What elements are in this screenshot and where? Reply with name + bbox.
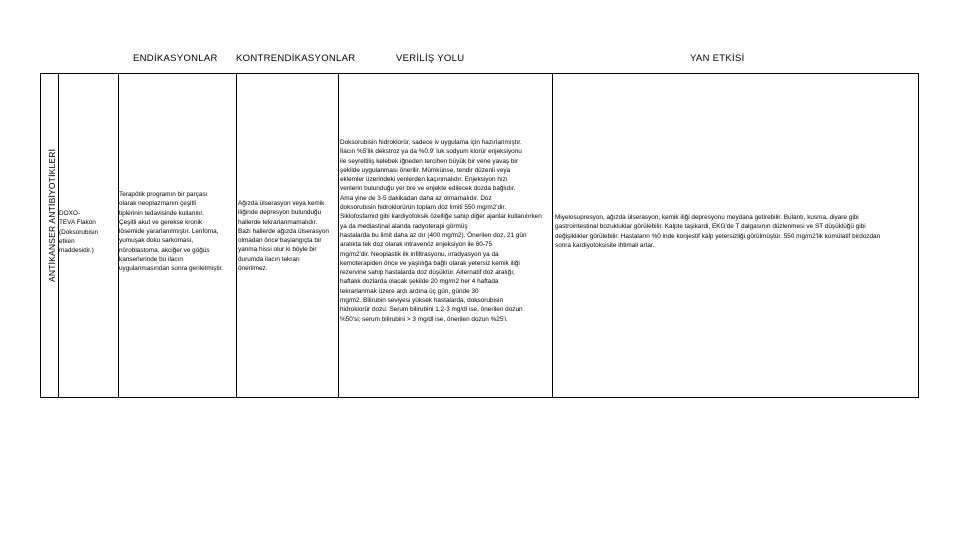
- endikasyon-line: yumuşak doku sarkoması,: [119, 237, 194, 245]
- kontrendikasyon-line: önerilmez.: [238, 265, 268, 273]
- kontrendikasyon-line: Bazı hallerde ağızda ülserasyon: [238, 227, 329, 235]
- verilis-line: haftalık dozlarda olacak şekilde 20 mg/m2 her 4 haftada: [340, 278, 499, 286]
- verilis-line: eklemler üzerindeki venlerden kaçınmalıdır. Enjeksiyon hızı: [340, 176, 508, 184]
- verilis-line: aralıkta tek doz olarak intravenöz enjeksiyon ile 60-75: [340, 241, 493, 249]
- verilis-yolu-cell: [340, 138, 542, 324]
- verilis-line: Doksorubisin hidroklorür, sadece iv uygulama için hazırlanmıştır.: [340, 139, 522, 146]
- yan-etki-line: gastrointestinal bozukluklar görülebilir. Kalpte taşikardi, EKG'de T dalgasının düzlenmesi ve ST düşüklüğü gibi: [555, 223, 866, 231]
- verilis-line: rezervine sahip hastalarda doz düşüktür. Alternatif doz aralığı;: [340, 269, 515, 277]
- column-divider: [338, 73, 339, 398]
- side-label-antikanser: ANTİKANSER ANTİBİYOTİKLERİ: [47, 148, 57, 282]
- table-bottom-border: [40, 397, 919, 398]
- verilis-line: şekilde uygulanması önerilir. Mümkünse, tendir düzenli veya: [340, 166, 511, 174]
- header-endikasyonlar: ENDİKASYONLAR: [133, 53, 218, 64]
- drug-line: (Doksorubisin: [59, 228, 99, 236]
- header-verilis-yolu: VERİLİŞ YOLU: [396, 53, 465, 64]
- verilis-line: ya da mediastinal alanda radyoterapi görmüş: [340, 222, 468, 230]
- kontrendikasyon-line: iliğinde depresyon bulunduğu: [238, 209, 322, 217]
- verilis-line: İlacın %5'lik dekstroz ya da %0.9' luk sodyum klorür enjeksiyonu: [340, 148, 522, 156]
- verilis-line: ile seyreltiliş kelebek iğneden tercihen büyük bir vene yavaş bir: [340, 157, 518, 165]
- endikasyon-line: kanserlerinde bu ilacın: [119, 256, 183, 264]
- verilis-line: Ama yine de 3-5 dakikadan daha az olmamalıdır. Doz: [340, 194, 492, 202]
- kontrendikasyon-line: yanma hissi olur ki böyle bir: [238, 246, 317, 254]
- drug-line: etken: [59, 237, 75, 245]
- endikasyon-line: olarak neoplazmanın çeşitli: [119, 200, 197, 208]
- endikasyon-line: uygulanmasından sonra geriletmiştir.: [119, 265, 224, 273]
- endikasyon-line: Terapötik programın bir parçası: [119, 191, 208, 198]
- yan-etki-cell: [555, 213, 880, 250]
- kontrendikasyon-line: olmadan önce başlangıçta bir: [238, 237, 322, 245]
- verilis-line: %50'si; serum bilirubini > 3 mg/dl ise, önerilen dozun %25'i.: [340, 315, 508, 323]
- drug-line: TEVA Flakon: [59, 219, 96, 227]
- verilis-line: Siklofosfamid gibi kardiyotoksik özelliğe sahip diğer ajanlar kullanılırken: [340, 213, 542, 221]
- verilis-line: hidroklorür dozu: Serum bilirubini 1.2-3 mg/dl ise, önerilen dozun: [340, 306, 523, 314]
- column-divider: [40, 73, 41, 398]
- endikasyon-line: tiplerinin tedavisinde kullanılır.: [119, 209, 204, 217]
- table-top-border: [40, 73, 919, 74]
- yan-etki-line: değişiklikler görülebilir. Hastaların %0 inde konjestif kalp yetersizliği görülmüştür. 550 mg/m2'lik kümülatif birdozdan: [555, 232, 881, 240]
- yan-etki-line: Miyelosupresyon, ağızda ülserasyon, kemik iliği depresyonu meydana getirebilir. Bulantı, kusma, diyare gibi: [555, 214, 859, 221]
- endikasyon-line: Çeşitli akut ve gerekse kronik: [119, 218, 203, 226]
- header-kontrendikasyonlar: KONTRENDİKASYONLAR: [236, 53, 356, 64]
- verilis-line: mg/m2. Bilirubin seviyesi yüksek hastalarda, doksorubisin: [340, 297, 504, 305]
- column-divider: [552, 73, 553, 398]
- verilis-line: tekrarlanmak üzere ardı ardına üç gün, günde 30: [340, 287, 479, 295]
- endikasyon-line: lösemide yararlanılmıştır. Lenfoma,: [119, 228, 219, 236]
- kontrendikasyon-cell: [238, 199, 329, 273]
- column-divider: [918, 73, 919, 398]
- column-divider: [236, 73, 237, 398]
- verilis-line: mg/m2'dir. Neoplastik ilk infiltrasyonu, irradyasyon ya da: [340, 250, 499, 258]
- header-yan-etkisi: YAN ETKİSİ: [690, 53, 745, 64]
- endikasyon-line: nöroblastoma, akciğer ve göğüs: [119, 246, 210, 254]
- endikasyon-cell: [119, 190, 223, 274]
- drug-name-cell: [59, 209, 98, 255]
- kontrendikasyon-line: hallerde tekrarlanmamalıdır.: [238, 218, 318, 226]
- kontrendikasyon-line: durumda ilacın tekrarı: [238, 255, 300, 263]
- verilis-line: hastalarda bu limit daha az dır (400 mg/m2). Önerilen doz, 21 gün: [340, 231, 527, 239]
- drug-line: maddesidir.): [59, 247, 94, 255]
- drug-line: DOXO-: [59, 210, 80, 217]
- verilis-line: doksorubisin hidroklorürün toplam doz limiti 550 mg/m2'dir.: [340, 204, 507, 212]
- verilis-line: kemoterapiden önce ve yaşlılığa bağlı olarak yetersiz kemik iliği: [340, 259, 520, 267]
- verilis-line: venlerin bulunduğu yer bre ve enjekte edilecek dozda bağlıdır.: [340, 185, 516, 193]
- yan-etki-line: sonra kardiyotoksisite ihtimali artar.: [555, 241, 655, 249]
- kontrendikasyon-line: Ağızda ülserasyon veya kemik: [238, 200, 325, 207]
